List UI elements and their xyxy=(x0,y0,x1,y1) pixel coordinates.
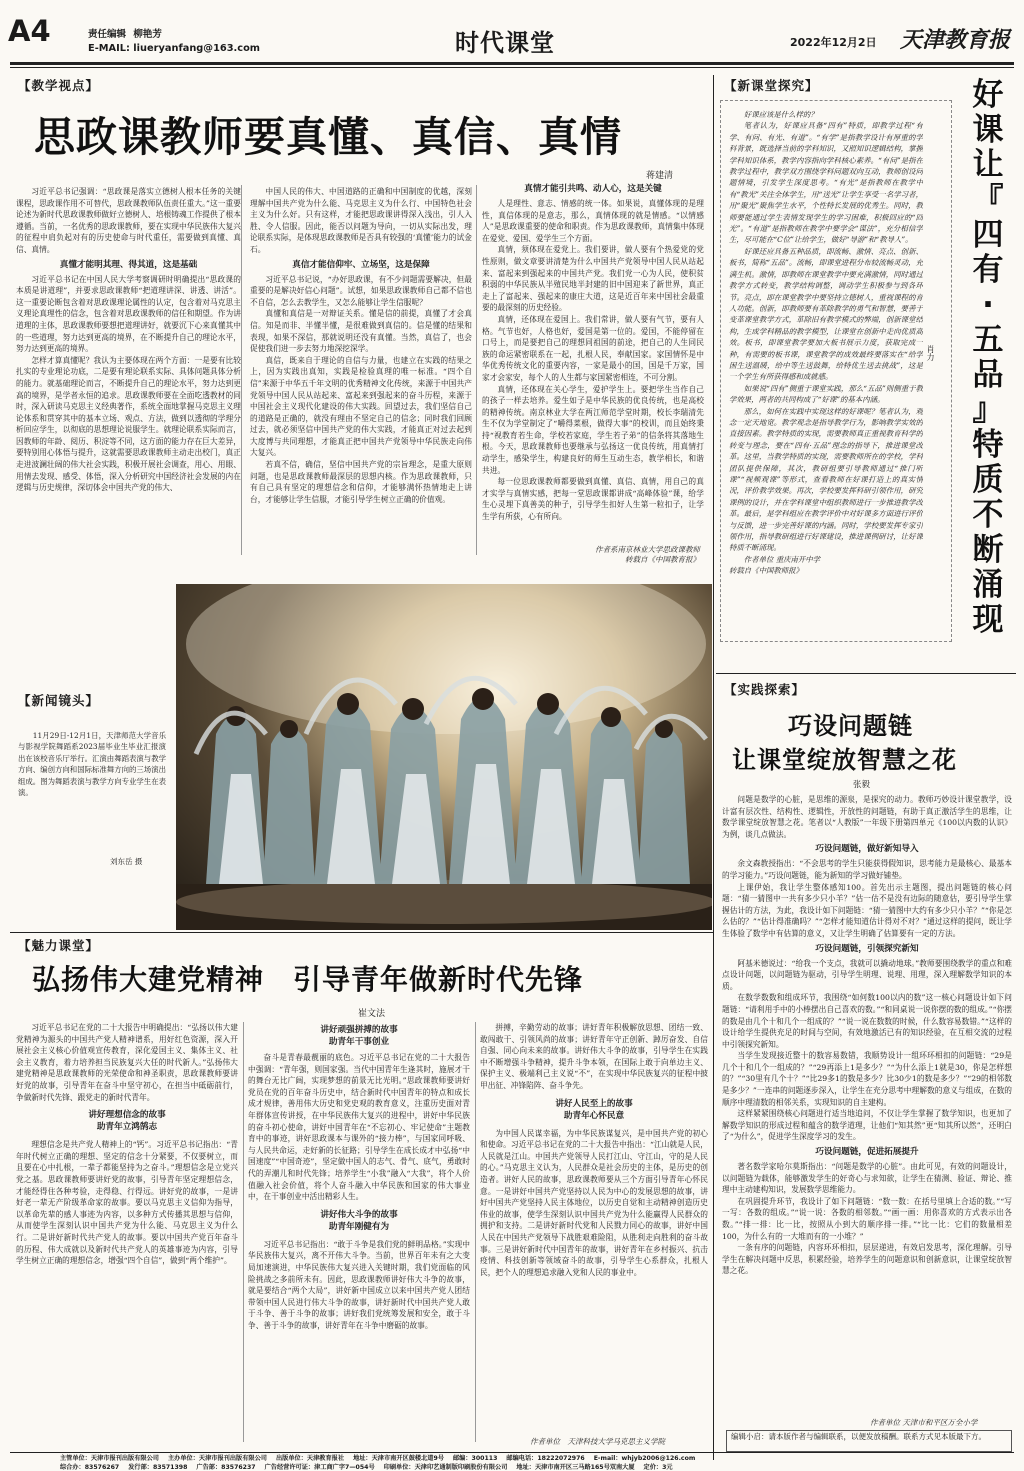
subheading: 真懂才能明其理、得其道，这是基础 xyxy=(59,259,198,270)
paragraph: 真情，还体现在关心学生，爱护学生上。要把学生当作自己的孩子一样去培养。爱生如子是中华民族的优良传统，也是高校的精神传统。南京林业大学在两江师范学堂时期，校长李瑞清先生不仅为学堂制定了“嚼得菜根，做得大事”的校训，而且始终秉持“视教育若生命，学校若家庭，学生若子弟”的信条将其落地生根。今天，思政课教师也要继承与弘扬这一优良传统，用真情打动学生，感染学生，构建良好的师生互动生态，教学相长，和谐共进。 xyxy=(482,384,704,475)
section-tag-newlesson: 【新课堂探究】 xyxy=(724,78,819,93)
subheading-text: 讲好伟大斗争的故事 助青年刚健有为 xyxy=(320,1209,398,1232)
paragraph: 阿基米德说过：“给我一个支点，我就可以撬动地球。”教师要围绕教学的重点和难点设计问题，以问题链为驱动，引导学生明理、说理、用理，深入理解数学知识的本质。 xyxy=(722,958,1012,991)
news-photographer: 刘东岳 摄 xyxy=(110,857,143,866)
footer-item: 广告经营许可证：津工商广字7—054号 xyxy=(264,1464,375,1471)
vertical-title-char: 品 xyxy=(972,357,1004,393)
vertical-title-char: 现 xyxy=(972,602,1004,638)
subheading-text: 讲好顽强拼搏的故事 助青年干事创业 xyxy=(320,1025,398,1047)
paragraph: 习近平总书记说，“办好思政课，有不少问题需要解决，但最重要的是解决好信心问题”。试想，如果思政课教师自己都不信也不自信，怎么去教学生，又怎么能够让学生信服呢？ xyxy=(250,274,472,307)
paragraph: 为中国人民谋幸福，为中华民族谋复兴，是中国共产党的初心和使命。习近平总书记在党的二十大报告中指出：“江山就是人民，人民就是江山。中国共产党领导人民打江山、守江山，守的是人民的心。”马克思主义认为，人民群众是社会历史的主体，是历史的创造者。讲好人民的故事，思政课教师要从三个方面引导青年心怀民意。一是讲好中国共产党坚持以人民为中心的发展思想的故事，讲好中国共产党坚持人民主体地位，以历史自觉和主动精神创造历史伟业的故事，使学生深刻认识中国共产党为什么能赢得人民群众的拥护和支持。二是讲好新时代党和人民戮力同心的故事，讲好中国人民在中国共产党领导下战胜艰难险阻，从胜利走向胜利的奋斗故事。三是讲好新时代中国青年的故事，讲好青年在乡村振兴、抗击疫情、科技创新等领域奋斗的故事，引导学生心系群众，扎根人民，把个人的理想追求融入党和人民的事业中。 xyxy=(480,1128,708,1277)
paragraph: 著名数学家哈尔莫斯指出：“问题是数学的心脏”。由此可见，有效的问题设计，以问题链为载体，能够激发学生的好奇心与求知欲，让学生在猜测、验证、辩论、推理中主动建构知识，发展数学思维能力。 xyxy=(722,1162,1012,1195)
newlesson-box xyxy=(720,100,952,642)
section-name: 时代课堂 xyxy=(455,29,555,57)
paragraph: 若真不信，确信，坚信中国共产党的宗旨理念，是重大原则问题，也是思政课教师最深层的思想内核。作为思政课教师，只有自己具有坚定的理想信念和信仰，才能够满怀热情地走上讲台，才能够让学生信服，才能引导学生树立正确的价值观。 xyxy=(250,460,472,504)
paragraph: 作者单位 重庆南开中学 转载自《中国教师报》 xyxy=(729,554,821,576)
editor-notice xyxy=(726,1430,1012,1452)
article-title-charm: 弘扬伟大建党精神 引导青年做新时代先锋 xyxy=(32,963,584,996)
footer-item: 发行部：83571398 xyxy=(128,1464,188,1471)
footer-item: 综合办：83576267 xyxy=(60,1464,120,1471)
paragraph: 每一位思政课教师都要做到真懂、真信、真情，用自己的真才实学与真情实感，把每一堂思政课都讲成“高峰体验”课，给学生心灵埋下真善美的种子，引导学生扣好人生第一粒扣子，让学生学有所获，心有所向。 xyxy=(482,477,704,522)
vertical-title-char: 』 xyxy=(972,392,1004,428)
vertical-title-char: 有 xyxy=(972,252,1004,288)
paragraph: 理想信念是共产党人精神上的“钙”。习近平总书记指出：“青年时代树立正确的理想、坚定的信念十分紧要，不仅要树立，而且要在心中扎根，一辈子都能坚持为之奋斗。”理想信念是立党兴党之基。思政课教师要讲好党的故事，引导青年坚定理想信念，才能经得住各种考验，走得稳、行得远。讲好党的故事，一是讲好老一辈无产阶级革命家的故事。要以马克思主义信仰为指导，以革命先辈的感人事迹为内容，以多种方式传播其思想与信仰，从而使学生深刻认识中国共产党为什么能、马克思主义为什么行。二是讲好新时代共产党人的故事。要以中国共产党百年奋斗的历程、伟大成就以及新时代共产党人的英雄事迹为内容，引导学生树立正确的理想信念，增强“四个自信”，做到“两个维护”。 xyxy=(16,1140,238,1266)
paragraph: 习近平总书记在党的二十大报告中明确提出：“弘扬以伟大建党精神为源头的中国共产党人精神谱系，用好红色资源，深入开展社会主义核心价值观宣传教育，深化爱国主义、集体主义、社会主义教育，着力培养担当民族复兴大任的时代新人。”弘扬伟大建党精神是思政课教师的光荣使命和神圣职责，思政课教师要讲好党的故事，引导青年在奋斗中坚守初心，在担当中砥砺前行，争做新时代先锋、跟党走的新时代青年。 xyxy=(16,1023,238,1102)
author-teaching: 蒋建清 xyxy=(646,171,674,181)
practice-title-2: 让课堂绽放智慧之花 xyxy=(732,746,957,774)
paragraph: 真情，还体现在爱国上。我们常讲，做人要有气节，要有人格。气节也好，人格也好，爱国是第一位的。爱国，不能停留在口号上，而是要把自己的理想同祖国的前途，把自己的人生同民族的命运紧密联系在一起，扎根人民，奉献国家。家国情怀是中华优秀传统文化的重要内容，一家是最小的国，国是千万家，国家才会家安，每个人的人生都与家国紧密相连，不可分割。 xyxy=(482,314,704,382)
subheading-text: 讲好人民至上的故事 助青年心怀民意 xyxy=(555,1098,633,1121)
charm-unit: 作者单位 天津科技大学马克思主义学院 xyxy=(530,1437,665,1446)
paragraph: 习近平总书记指出：“敢于斗争是我们党的鲜明品格。”实现中华民族伟大复兴，离不开伟大斗争。当前，世界百年未有之大变局加速演进，中华民族伟大复兴进入关键时期，我们党面临的风险挑战之多前所未有。因此，思政课教师讲好伟大斗争的故事，就是要结合“两个大局”，讲好新中国成立以来中国共产党人团结带领中国人民进行伟大斗争的故事，讲好新时代中国共产党人敢于斗争、善于斗争的故事；讲好我们党统筹发展和安全，敢于斗争、善于斗争的故事，讲好青年在斗争中磨砺的故事。 xyxy=(248,1239,470,1330)
masthead xyxy=(0,0,1024,62)
subheading: 真信才能信仰牢、立场坚，这是保障 xyxy=(292,259,430,270)
vertical-title-char: 断 xyxy=(972,532,1004,568)
footer-item: 广告部：83576237 xyxy=(196,1464,256,1471)
vertical-title-char: 五 xyxy=(972,322,1004,358)
paragraph: 习近平总书记强调：“思政课是落实立德树人根本任务的关键课程，思政课作用不可替代，思政课教师队伍责任重大。”这一重要论述为新时代思政课教师做好立德树人、培根铸魂工作提供了根本遵循。当前，一名优秀的思政课教师，要在实现中华民族伟大复兴的征程中肩负起对有的历史使命与时代重任，需要做到真懂、真信、真情。 xyxy=(16,187,241,254)
news-caption: 11月29日-12月1日，天津师范大学音乐与影视学院舞蹈系2023届毕业生毕业汇报演出在该校音乐厅举行。汇演由舞蹈表演与教学方向、编创方向和国际标准舞方向的三场演出组成。图为舞蹈表演与教学方向专业学生在表演。 xyxy=(18,731,166,798)
paragraph: 奋斗是青春最靓丽的底色。习近平总书记在党的二十大报告中强调：“青年强，则国家强。当代中国青年生逢其时，施展才干的舞台无比广阔，实现梦想的前景无比光明。”思政课教师要讲好党员在党的百年奋斗历史中，结合新时代中国青年的特点和成长成才规律，善用伟大历史和党史观的教育意义，注重历史面对青年群体宣传讲授，在中华民族伟大复兴的进程中，讲好中华民族的奋斗初心使命，讲好中国青年在“不忘初心、牢记使命”主题教育中的事迹，讲好思政课本与课外的“接力棒”，与国家同呼吸、与人民共命运，走好新的长征路；引导学生在成长成才中弘扬“中国速度”“中国奇迹”，坚定做中国人的志气、骨气、底气，勇敢时代的弄潮儿和时代先锋；培养学生“小我”融入“大我”，将个人价值融入社会价值，将个人奋斗融入中华民族和国家的伟大事业中，在干事创业中活出精彩人生。 xyxy=(248,1053,470,1202)
author-charm: 崔文法 xyxy=(358,1009,386,1019)
paragraph: 拼搏，辛勤劳动的故事；讲好青年积极解放思想、团结一致、敢闯敢干、引领风尚的故事；讲好青年守正创新、踔厉奋发、自信自强、同心向未来的故事。讲好伟大斗争的故事，引导学生在实践中不断增强斗争精神，提升斗争本领，在国际上敢于向单边主义、保护主义、极端利己主义说“不”，在实现中华民族复兴的征程中披甲出征、冲锋陷阵、奋斗争先。 xyxy=(480,1023,708,1090)
subheading xyxy=(248,1209,470,1233)
paragraph: 余文森教授指出：“不会思考的学生只能获得假知识，思考能力是最核心、最基本的学习能力。”巧设问题链，能为新知的学习做好铺垫。 xyxy=(722,859,1012,880)
vertical-title-char: · xyxy=(982,287,994,323)
paragraph: 好课还应具备五种品质，即流畅、激情、亮点、创新、板书，简称“五品”。流畅，即课堂进程分布较流畅灵动，充满生机。激情，即教师在课堂教学中要充满激情，同时通过教学方式转变，教学结构调整，调动学生积极参与到各环节。亮点，即在课堂教学中要坚持立德树人，重视课程的育人功能。创新，即教师要有革除教学的勇气和智慧，要善于变革课堂教学方式，革除旧有教学模式的弊端，创新课堂结构，生成学科精品的教学模型，让课堂在创新中走向优质高效。板书，即课堂教学要加大板书展示力度，获取完成一种，有需要的板书课，课堂教学的成效最终要落实在“给学困生送温暖，给中等生送鼓舞，给特优生送去挑战”，这是一个学生有所获得感和成就感。 xyxy=(729,246,923,382)
footer-line-1 xyxy=(60,1453,1020,1462)
footer-item: 主管单位：天津市报刊出版有限公司 xyxy=(60,1455,159,1462)
paragraph: 这样紧紧围绕核心问题进行适当地追问，不仅让学生掌握了数学知识，也更加了解数学知识的形成过程和蕴含的数学道理，让他们“知其然”更“知其所以然”，还明白了“为什么”，促进学生深度学习的发生。 xyxy=(722,1109,1012,1142)
paragraph: 当学生发现接近整十的数容易数错，我顺势设计一组环环相扣的问题链：“29是几个十和几个一组成的？”“29再添上1是多少？”“为什么添上1就是30，你是怎样想的？”“30里有几个十？”“比29多1的数是多少？比30少1的数是多少？”“29的相邻数是多少？”一连串的问题逐步深入，让学生在充分思考中理解数的意义与组成，在数的顺序中理清数的相邻关系，实现知识的自主建构。 xyxy=(722,1051,1012,1107)
paragraph: 真信，既来自于理论的自信与力量，也建立在实践的结果之上，因为实践出真知，实践是检验真理的唯一标准。“四个自信”来源于中华五千年文明的优秀精神文化传统，来源于中国共产党领导中国人民从站起来、富起来到强起来的奋斗历程，来源于中国社会主义现代化建设的伟大实践。回望过去，我们坚信自己的道路是正确的，就没有理由不坚定自己的信念；同时我们回顾过去，就必须坚信中国共产党的伟大实践，才能真正对过去起到大度博与共同理想，才能真正把中国共产党领导中华民族走向伟大复兴。 xyxy=(250,355,472,458)
footer-item: 邮编：300113 xyxy=(453,1455,498,1462)
column-divider xyxy=(476,185,477,555)
teaching-col-2 xyxy=(250,186,472,556)
issue-date: 2022年12月2日 xyxy=(790,36,877,49)
subheading xyxy=(480,1098,708,1122)
paragraph: 如果说“四有”侧重于课堂实践，那么“五品”则侧重于教学效果，两者的共同构成了“好课”的基本内涵。 xyxy=(729,383,923,405)
editor-email: E-MAIL: liueryanfang@163.com xyxy=(88,43,261,54)
paragraph: 笔者认为，好课应具备“四有”特质，即教学过程“有学、有问、有光、有道”。“有学”是指教学设计有厚重的学科背景，既选择当前的学科知识，又照知识逻辑结构，掌握学科知识体系，教学内容指向学科核心素养。“有问”是指在教学过程中，教学双方围绕学科问题双向互动，教师创设问题情境，引发学生深度思考。“有光”是指教师在教学中有“教光”关注全体学生，用“送光”让学生享受一名学习者，用“聚光”聚焦学生水平，个性特长发展的优秀生。同时，教师要能通过学生表情发现学生的学习困难，积极回应的“回光”。“有道”是指教师在教学中要学会“谋法”，充分相信学生，尽可能在“C位”让给学生，做好“导游”和“教导人”。 xyxy=(729,121,923,245)
section-divider xyxy=(716,673,1016,674)
source-text: 作者系南京林业大学思政课教师 转载自《中国教育报》 xyxy=(595,545,700,564)
column-divider xyxy=(713,75,714,1460)
section-divider xyxy=(10,932,713,933)
section-tag-charm: 【魅力课堂】 xyxy=(18,938,100,953)
column-divider xyxy=(243,1022,244,1442)
practice-author: 张毅 xyxy=(853,780,871,790)
section-tag-practice: 【实践探索】 xyxy=(724,682,806,697)
article-title-teaching: 思政课教师要真懂、真信、真情 xyxy=(34,113,622,161)
vertical-title-char: 课 xyxy=(972,112,1004,148)
subheading: 真情才能引共鸣、动人心，这是关键 xyxy=(524,184,662,194)
masthead-rule xyxy=(10,62,1014,65)
charm-col-2 xyxy=(248,1022,470,1447)
vertical-title-char: 让 xyxy=(972,147,1004,183)
subheading: 巧设问题链，做好新知导入 xyxy=(815,844,919,855)
footer-item: E-mail：whjyb2006@126.com xyxy=(593,1455,696,1462)
newlesson-text xyxy=(729,109,923,633)
section-tag-news: 【新闻镜头】 xyxy=(18,693,100,708)
practice-text xyxy=(722,794,1012,1416)
teaching-source xyxy=(560,545,700,565)
paragraph: 一条有序的问题链，内容环环相扣，层层递进，有效启发思考，深化理解。引导学生在解决问题中反思，积累经验，培养学生的问题意识和创新意识，让课堂绽放智慧之花。 xyxy=(722,1243,1012,1276)
subheading-text: 讲好理想信念的故事 助青年立鸿鹄志 xyxy=(88,1110,166,1133)
section-tag-teaching: 【教学视点】 xyxy=(18,78,100,93)
footer-line-2 xyxy=(60,1462,1020,1471)
editor-name: 柳艳芳 xyxy=(133,29,162,40)
paragraph: 怎样才算真懂呢？我认为主要体现在两个方面：一是要有比较扎实的专业理论功底，二是要有理论联系实际、具体问题具体分析的能力。就基础理论而言，不断提升自己的理论水平，努力达到更高的境界，是学者永恒的追求。思政课教师要在全面吃透教材的同时，深入研读马克思主义经典著作，系统全面地掌握马克思主义理论体系和贯穿其中的基本立场、观点、方法，做到以透彻的学理分析回应学生，以彻底的思想理论说服学生。就理论联系实际而言，因教师的年龄、阅历、积淀等不同，这方面的能力存在巨大差异，要特别用心体悟与提升，这就需要思政课教师主动走出校门，真正走进波澜壮阔的伟大社会实践，积极开展社会调查，用心、用眼、用情去发现、感受、体悟，深入分析研究中国经济社会发展的内在逻辑与历史规律，深切体会中国共产党的伟大、 xyxy=(16,355,241,493)
footer-item: 出版单位：天津教育报社 xyxy=(276,1455,345,1462)
vertical-title-char: 特 xyxy=(972,427,1004,463)
footer-item: 主办单位：天津市报刊出版有限公司 xyxy=(168,1455,267,1462)
paragraph: 中国人民的伟大、中国道路的正确和中国制度的优越，深刻理解中国共产党为什么能、马克思主义为什么行、中国特色社会主义为什么好。只有这样，才能把思政课讲得深入浅出，引人入胜、令人信服。因此，能否以问题为导向，一切从实际出发，理论联系实际，是体现思政课教师是否具有较强的‘真懂’能力的试金石。 xyxy=(250,187,472,254)
paragraph: 真懂和真信是一对辩证关系。懂是信的前提，真懂了才会真信。知是而非、半懂半懂，是很难做到真信的。信是懂的结果和表现，如果不深信，那就说明还没有真懂。当然，真信了，也会促使我们进一步去努力地深挖深学。 xyxy=(250,309,472,354)
editor-label: 责任编辑 xyxy=(88,29,127,40)
subheading xyxy=(248,1024,470,1048)
footer-item: 定价：3元 xyxy=(643,1464,673,1471)
column-divider xyxy=(475,1022,476,1442)
charm-col-3 xyxy=(480,1022,708,1434)
practice-title-1: 巧设问题链 xyxy=(788,712,913,740)
paragraph: 习近平总书记在中国人民大学考察调研时明确提出“思政课的本质是讲道理”，并要求思政课教师“把道理讲深、讲透、讲活”。这一重要论断包含着对思政课理论属性的认定，包含着对马克思主义理论真理性的信念，包含着对思政课教师的信任和期望。作为讲道理的主体，思政课教师要想把道理讲好，就要沉下心来真懂其中的一些道理，努力达到更高的境界，在不断提升自己的理论水平，努力达到更高的境界。 xyxy=(16,274,241,354)
vertical-title-char: 好 xyxy=(972,77,1004,113)
paragraph: 真情，须体现在爱党上。我们要讲，做人要有个热爱党的党性原则，做文章要讲清楚为什么中国共产党领导中国人民从站起来、富起来到强起来的中国共产党。我们党一心为人民，使积贫积弱的中华民族从半殖民地半封建的旧中国迎来了新世界，真正走上了富起来、强起来的康庄大道，这是近百年来中国社会最重要的最深刻的历史经验。 xyxy=(482,245,704,313)
newspaper-name: 天津教育报 xyxy=(900,27,1011,53)
dance-photo xyxy=(176,584,712,930)
subheading: 巧设问题链，引领探究新知 xyxy=(815,943,919,954)
column-divider xyxy=(241,185,242,555)
teaching-col-3 xyxy=(482,180,704,542)
dancers-illustration xyxy=(176,584,712,930)
page-number: A4 xyxy=(8,14,51,48)
paragraph: 上课伊始，我让学生整体感知100。首先出示主题图，提出问题链的核心问题：“猜一猜图中一共有多少只小羊？”估一估不是没有边际的随意估，要引导学生掌握估计的方法，为此，我设计如下问题链：“猜一猜图中大约有多少只小羊？”“你是怎么估的？”“估计得准确吗？”“怎样才能知道估计得对不对？”通过这样的提问，既让学生体验了数学中有估算的意义，又让学生明确了估算要有一定的方法。 xyxy=(722,882,1012,938)
vertical-title-char: 『 xyxy=(972,182,1004,218)
footer-item: 地址：天津市南开区鼓楼北道9号 xyxy=(353,1455,444,1462)
editor-line xyxy=(88,26,162,40)
vertical-title-char: 不 xyxy=(972,497,1004,533)
paragraph: 在数学数数和组成环节，我围绕“如何数100以内的数”这一核心问题设计如下问题链：“请利用手中的小棒摆出自己喜欢的数。”“和同桌说一说你摆的数的组成。”“你摆的数是由几个十和几个一组成的？”“说一说在数数的时候，什么数容易数错。”“这样的设计给学生提供充足的时间与空间，有效地激活已有的知识经验，在互相交流的过程中引领探究新知。 xyxy=(722,993,1012,1049)
subheading xyxy=(16,1109,238,1133)
masthead-rule-thin xyxy=(10,67,1014,68)
practice-unit: 作者单位 天津市和平区万全小学 xyxy=(870,1418,978,1427)
notice-text: 编辑小启：请本版作者与编辑联系，以便发放稿酬。联系方式见本版最下方。 xyxy=(731,1432,986,1441)
vertical-title-char: 涌 xyxy=(972,567,1004,603)
paragraph: 好课应该是什么样的？ xyxy=(743,110,818,119)
teaching-col-1 xyxy=(16,186,241,556)
paragraph: 那么，如何在实践中实现这样的好课呢？笔者认为，观念一定天地宽。教学观念是指导教学行为，影响教学实效的直接因素。教学特质的实现，需要教师真正重视教育科学的转变与理念，要在“四有·五品”理念的指导下，推进课堂改革。这里，当教学特质的实现，需要教师所在的学校，学科团队提供保障，其次，教研组要引导教师通过“推门听课”“视频观课”等形式，查看教师在好课打造上的真实情况，评价教学效果。再次，学校要发挥科研引领作用，研究课例的设计，并在学科课堂中组织教师进行一步推进教学改革。最后，是学科组应在教学评价中对好课多方面进行评价与反馈，进一步完善好课的内涵。同时，学校要发挥专家引领作用，指导教研组进行好课建设，推进课例研讨，让好课特质不断涌现。 xyxy=(729,406,923,553)
paragraph: 在巩固提升环节，我设计了如下问题链：“数一数：在括号里填上合适的数。”“写一写：各数的组成。”“说一说：各数的相邻数。”“画一画：用你喜欢的方式表示出各数。”“排一排：比一比，按照从小到大的顺序排一排。”“比一比：它们的数量相差100，为什么有的一大堆而有的一小堆？” xyxy=(722,1196,1012,1241)
charm-col-1 xyxy=(16,1022,238,1447)
footer-item: 印刷单位：天津印艺通制版印刷股份有限公司 xyxy=(383,1464,508,1471)
newlesson-vertical-title xyxy=(962,78,1014,638)
footer-item: 邮编电话：18222072976 xyxy=(506,1455,585,1462)
footer-item: 地址：天津市南开区三马路165号双南大厦 xyxy=(516,1464,635,1471)
vertical-title-char: 四 xyxy=(972,217,1004,253)
paragraph: 问题是数学的心脏，是思维的源泉，是探究的动力。教师巧妙设计课堂教学，设计富有层次性、结构性、逻辑性，开放性的问题链，有助于真正激活学生的思维，让数学课堂绽放智慧之花。笔者以“人教版”一年级下册第四单元《100以内数的认识》为例，谈几点做法。 xyxy=(722,795,1012,839)
subheading: 巧设问题链，促进拓展提升 xyxy=(815,1147,919,1158)
vertical-title-char: 质 xyxy=(972,462,1004,498)
paragraph: 人是理性、意志、情感的统一体。如果说，真懂体现的是理性，真信体现的是意志，那么，真情体现的就是情感。“以情感人”是思政课重要的使命和职责。作为思政课教师，真情集中体现在爱党、爱国、爱学生三个方面。 xyxy=(482,199,704,243)
newlesson-author: 肖力 xyxy=(926,345,935,361)
